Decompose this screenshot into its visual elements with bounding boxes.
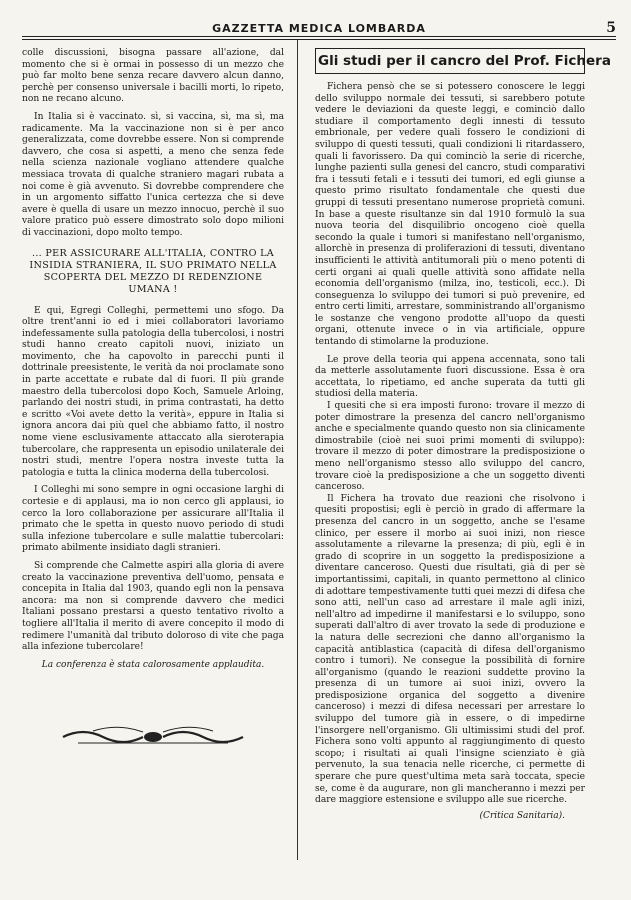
right-column xyxy=(315,48,611,830)
paragraph: Le prove della teoria qui appena accennata, sono tali da metterle assolutamente fuori discussione. Essa è ora accettata, lo ripetiamo, ed anche superata da tutti gli studiosi della materia. xyxy=(315,354,585,400)
paragraph: colle discussioni, bisogna passare all'azione, dal momento che si è ormai in possesso di un mezzo che può far molto bene senza recare davvero alcun danno, perchè per consenso universale i bacilli morti, lo ripeto, non ne recano alcuno. xyxy=(22,48,284,105)
paragraph: I quesiti che si era imposti furono: trovare il mezzo di poter dimostrare la presenza del cancro nell'organismo anche e specialmente quando questo non sia clinicamente dimostrabile (cioè nei suoi primi momenti di sviluppo): trovare il mezzo di poter dimostrare la predisposizione o meno nell'organismo stesso allo sviluppo del cancro, trovare cioè la predisposizione a che un soggetto diventi canceroso. xyxy=(315,401,585,493)
section-heading: ... PER ASSICURARE ALL'ITALIA, CONTRO LA INSIDIA STRANIERA, IL SUO PRIMATO NELLA SCOPERTA DEL MEZZO DI REDENZIONE UMANA ! xyxy=(29,247,277,295)
journal-title: GAZZETTA MEDICA LOMBARDA xyxy=(212,22,426,35)
column-divider xyxy=(297,40,298,860)
paragraph: I Colleghi mi sono sempre in ogni occasione larghi di cortesie e di applausi, ma io non cerco gli applausi, io cerco la loro collaborazione per assicurare all'Italia il primato che le spetta in questo nuovo periodo di studi sulla infezione tubercolare e sulle malattie tubercolari: primato abilmente insidiato dagli stranieri. xyxy=(22,485,284,554)
paragraph: Fichera pensò che se si potessero conoscere le leggi dello sviluppo normale dei tessuti, si sarebbero potute vedere le deviazioni da queste leggi, e cominciò dallo studiare il comportamento degli innesti di tessuto embrionale, per vedere quali fossero le condizioni di sviluppo di questi tessuti, quali condizioni li ritardassero, quali li favorissero. Da qui cominciò la serie di ricerche, lunghe pazienti sulla genesi del cancro, studi comparativi fra i tessuti fetali e i tessuti dei tumori, ed egli giunse a questo primo risultato fondamentale che questi due gruppi di tessuti presentano numerose proprietà comuni. In base a queste risultanze sin dal 1910 formulò la sua nuova teoria del disquilibrio oncogeno cioè quella secondo la quale i tumori si manifestano nell'organismo, allorchè in presenza di proliferazioni di tessuti, diventano insufficienti le attività antitumorali più o meno potenti di certi organi ai quali quelle attività sono affidate nella economia dell'organismo (milza, ino, testicoli, ecc.). Di conseguenza lo sviluppo dei tumori si può prevenire, ed entro certi limiti, arrestare, somministrando all'organismo le sostanze che vengono prodotte all'uopo da questi organi, ottenute invece o in via artificiale, oppure tentando di stimolarne la produzione. xyxy=(315,82,585,348)
paragraph: E qui, Egregi Colleghi, permettemi uno sfogo. Da oltre trent'anni io ed i miei collaboratori lavoriamo indefessamente sulla patologia della tubercolosi, i nostri studi hanno creato capitoli nuovi, iniziato un movimento, che ha capovolto in parecchi punti il dottrinale preesistente, le verità da noi proclamate sono in parte accettate e rubate dal di fuori. Il più grande maestro della tubercolosi dopo Koch, Samuele Arloing, parlando dei nostri studi, in prima contrastati, ha detto e scritto «Voi avete detto la verità», eppure in Italia si ignora ancora dai più quel che abbiamo fatto, il nostro nome viene esclusivamente attaccato alla sieroterapia tubercolare, che rappresenta un episodio unilaterale dei nostri studi, mentre l'opera nostra investe tutta la patologia e tutta la clinica moderna della tubercolosi. xyxy=(22,305,284,478)
source-citation: (Critica Sanitaria). xyxy=(479,810,565,821)
ornament-divider-icon xyxy=(58,725,248,749)
left-column xyxy=(22,48,284,749)
header-rule xyxy=(22,39,616,40)
closing-note: La conferenza è stata calorosamente applaudita. xyxy=(41,659,265,670)
header-rule xyxy=(22,36,616,37)
paragraph: In Italia si è vaccinato. sì, si vaccina, sì, ma sì, ma radicamente. Ma la vaccinazione non si è per anco generalizzata, come dovrebbe essere. Non si comprende davvero, che cosa si aspetti, a meno che senza fede nella scienza nazionale vogliano attendere qualche messiaca trovata di qualche straniero magari rubata a noi come è già avvenuto. Si dovrebbe comprendere che in un argomento siffatto l'unica certezza che si deve avere è quella di usare un mezzo innocuo, perchè il suo valore pratico può essere dimostrato solo dopo milioni di vaccinazioni, dopo molto tempo. xyxy=(22,111,284,238)
paragraph: Il Fichera ha trovato due reazioni che risolvono i quesiti propostisi; egli è perciò in grado di affermare la presenza del cancro in un soggetto, anche se l'esame clinico, per essere il morbo ai suoi inizi, non riesce assolutamente a rilevarne la presenza; di più, egli è in grado di scoprire in un soggetto la predisposizione a diventare canceroso. Questi due risultati, già di per sè importantissimi, capitali, in quanto permettono al clinico di adottare tempestivamente tutti quei mezzi di difesa che sono atti, nell'un caso ad arrestare il male agli inizi, nell'altro ad impedirne il manifestarsi e lo sviluppo, sono superati dall'altro di aver trovato la sede di produzione e la natura delle secrezioni che danno all'organismo la capacità antiblastica (capacità di difesa dell'organismo contro i tumori). Ne consegue la possibilità di fornire all'organismo (quando le reazioni suddette provino la presenza di un tumore ai suoi inizi, ovvero la predisposizione organica del soggetto a divenire canceroso) i mezzi di difesa necessari per arrestare lo sviluppo del tumore già in essere, o di impedirne l'insorgere nell'organismo. Gli ultimissimi studi del prof. Fichera sono volti appunto al raggiungimento di questo scopo; i risultati ai quali l'insigne scienziato è già pervenuto, la sua tenacia nelle ricerche, ci permette di sperare che pure quest'ultima meta sarà toccata, specie se, come è da augurare, non gli mancheranno i mezzi per dare maggiore estensione e sviluppo alle sue ricerche. xyxy=(315,493,585,806)
paragraph: Si comprende che Calmette aspiri alla gloria di avere creato la vaccinazione preventiva dell'uomo, pensata e concepita in Italia dal 1903, quando egli non la pensava ancora: ma non si comprende davvero che medici Italiani possano prestarsi a questo tentativo rivolto a togliere all'Italia il merito di avere concepito il modo di redimere l'umanità dal tributo doloroso di vite che paga alla infezione tubercolare! xyxy=(22,560,284,653)
page-number: 5 xyxy=(606,20,616,36)
article-title: Gli studi per il cancro del Prof. Fichera xyxy=(315,48,585,74)
page-header xyxy=(22,22,616,38)
